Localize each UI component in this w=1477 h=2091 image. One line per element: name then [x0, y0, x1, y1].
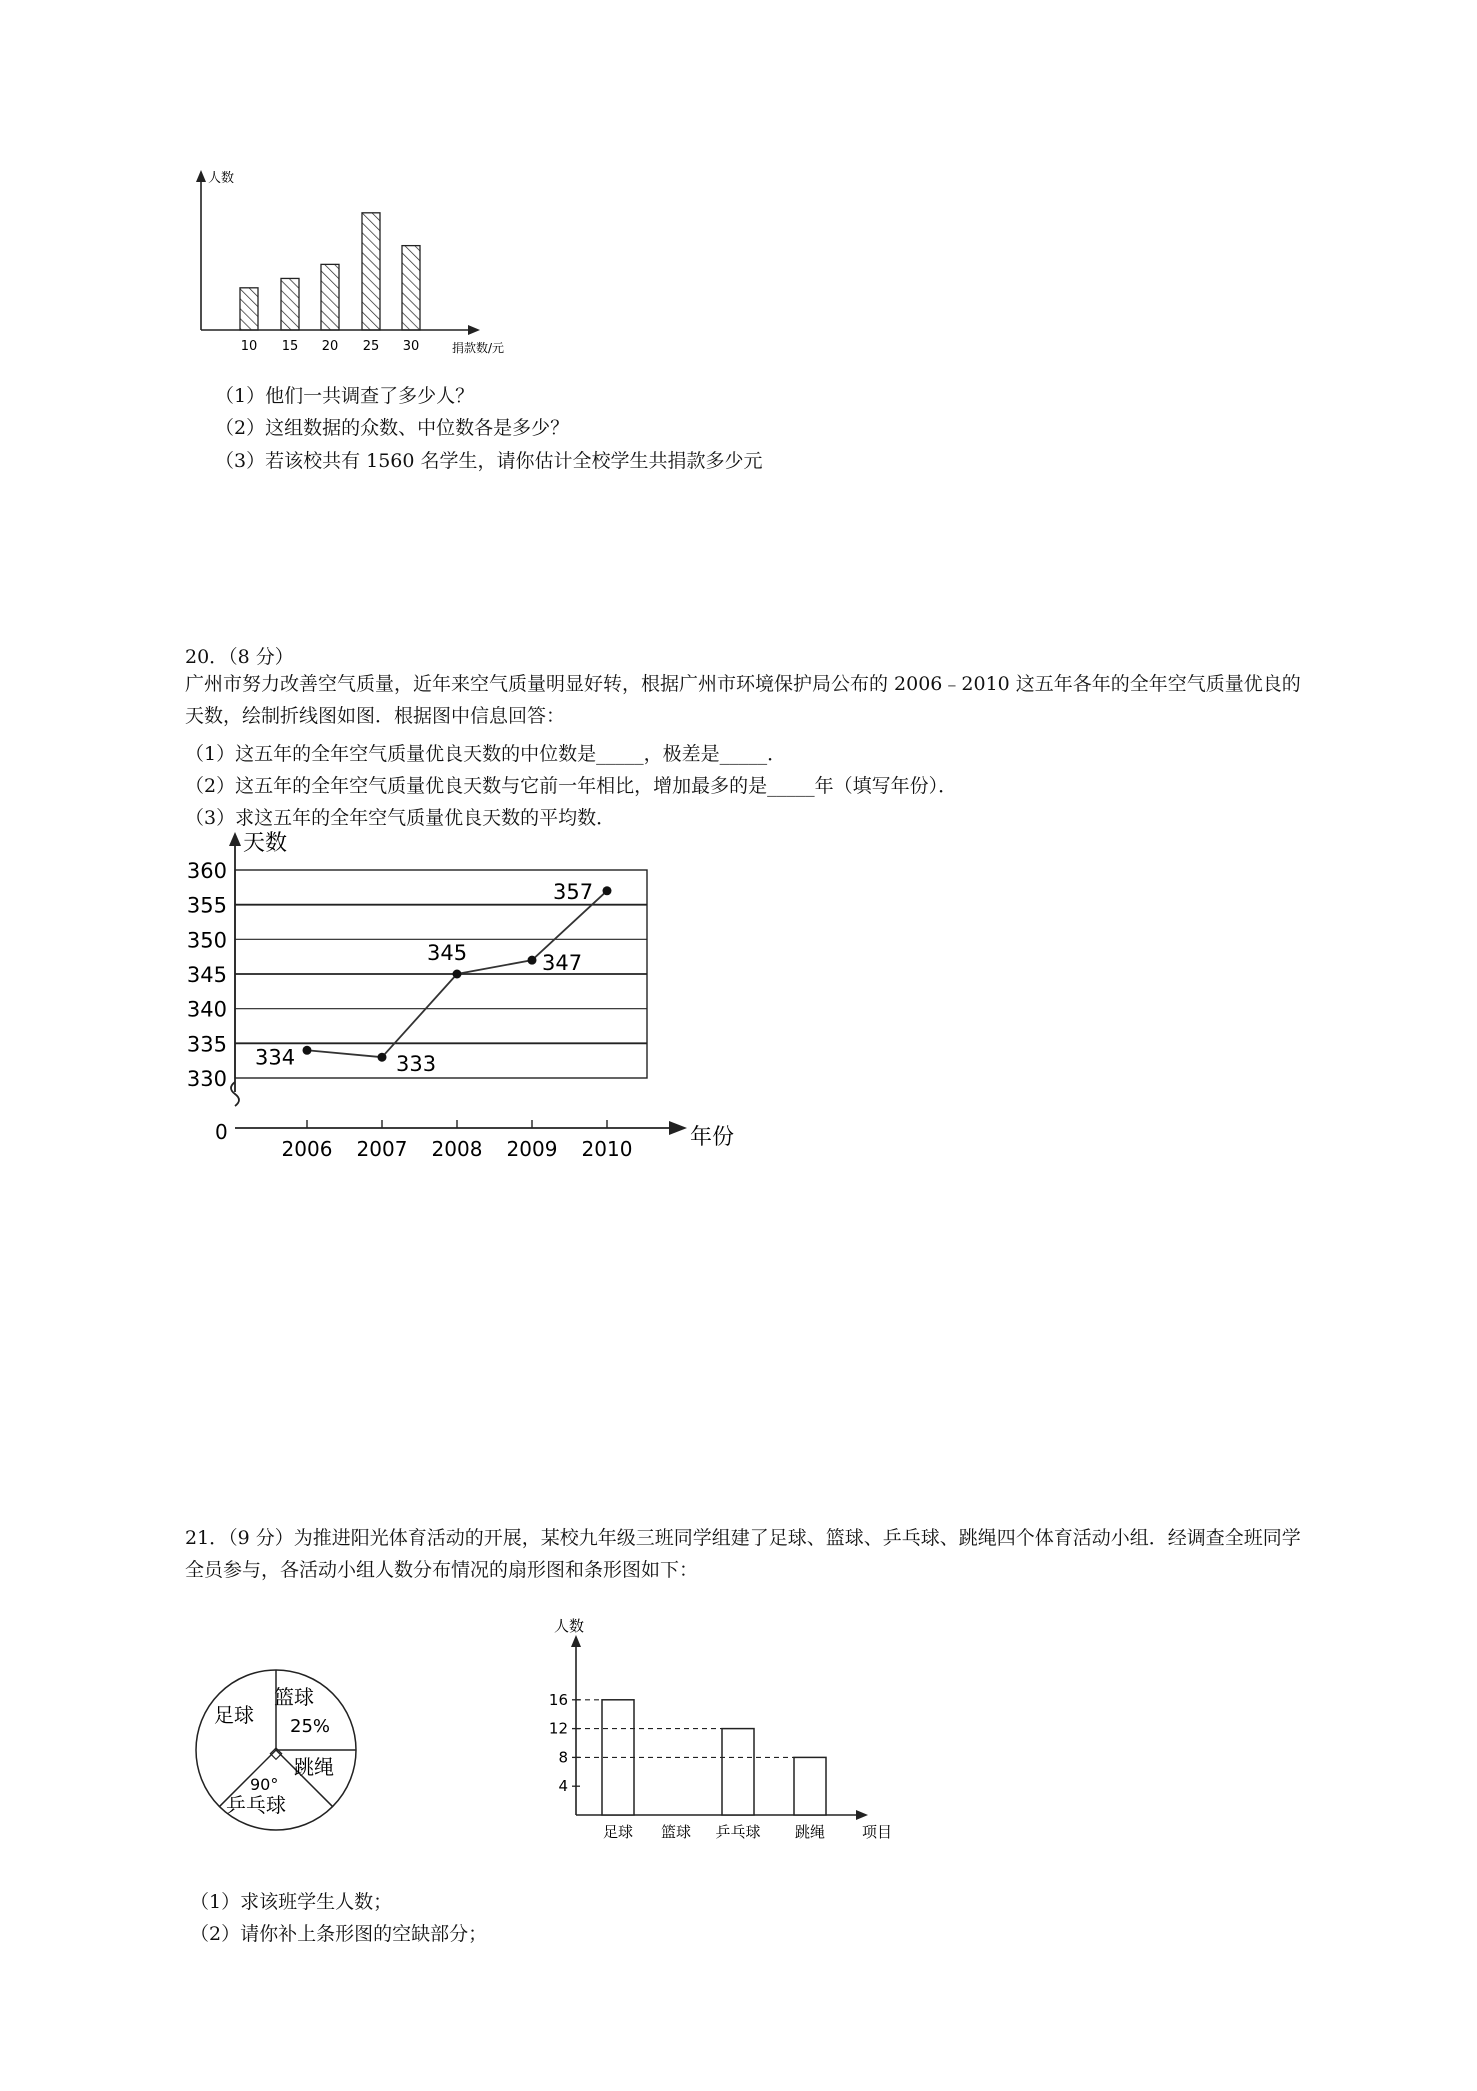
x-axis-arrow [856, 1810, 868, 1820]
slice-label-basketball-percent: 25% [290, 1716, 331, 1737]
x-tick-2006: 2006 [281, 1137, 333, 1161]
donation-bar-chart [180, 160, 540, 360]
x-axis-arrow [468, 325, 480, 335]
y-tick-340: 340 [186, 997, 227, 1022]
y-tick-330: 330 [186, 1067, 227, 1091]
point-2007 [378, 1053, 387, 1062]
q21-question-2: （2）请你补上条形图的空缺部分； [190, 1923, 488, 1945]
y-axis-label: 人数 [208, 171, 235, 186]
x-tick-2007: 2007 [356, 1137, 408, 1161]
data-label-2007: 333 [396, 1052, 437, 1077]
q20-question-3: （3）求这五年的全年空气质量优良天数的平均数． [185, 807, 616, 829]
x-tick-2010: 2010 [581, 1137, 633, 1161]
y-tick-8: 8 [558, 1748, 568, 1767]
y-tick-360: 360 [186, 859, 227, 883]
slice-label-rope: 跳绳 [294, 1755, 334, 1779]
y-axis-arrow [229, 832, 241, 846]
y-tick-355: 355 [186, 893, 227, 918]
point-2009 [528, 956, 537, 965]
q19-question-3: （3）若该校共有 1560 名学生，请你估计全校学生共捐款多少元 [215, 450, 763, 472]
point-2006 [303, 1046, 312, 1055]
data-label-2006: 334 [255, 1045, 296, 1070]
x-tick-2008: 2008 [431, 1137, 483, 1161]
x-axis-label: 年份 [690, 1125, 735, 1150]
q20-question-2: （2）这五年的全年空气质量优良天数与它前一年相比，增加最多的是_____年（填写年份）． [185, 775, 958, 797]
q21-intro: 21．（9 分）为推进阳光体育活动的开展，某校九年级三班同学组建了足球、篮球、乒乓球、跳绳四个体育活动小组．经调查全班同学全员参与，各活动小组人数分布情况的扇形图和条形图如下： [185, 1527, 1301, 1581]
point-2008 [453, 970, 462, 979]
x-tick-10: 10 [240, 339, 258, 354]
x-axis-label: 项目 [862, 1823, 893, 1841]
bar-10 [240, 288, 258, 330]
bar-15 [281, 278, 299, 330]
bar-20 [321, 264, 339, 330]
data-label-2008: 345 [427, 941, 468, 965]
y-axis-label: 人数 [554, 1617, 585, 1635]
bar-乒乓球 [722, 1729, 754, 1815]
origin-label: 0 [215, 1120, 228, 1144]
q21-question-1: （1）求该班学生人数； [190, 1891, 393, 1913]
x-axis-arrow [669, 1121, 687, 1135]
x-tick-跳绳: 跳绳 [794, 1823, 826, 1841]
x-tick-15: 15 [281, 339, 299, 354]
point-2010 [603, 886, 612, 895]
data-label-2010: 357 [553, 879, 594, 904]
y-tick-16: 16 [548, 1690, 568, 1709]
slice-label-pingpong: 乒乓球 [226, 1793, 286, 1817]
x-tick-20: 20 [321, 339, 339, 354]
x-tick-足球: 足球 [602, 1823, 634, 1841]
x-tick-乒乓球: 乒乓球 [715, 1823, 761, 1841]
y-axis-arrow [571, 1635, 581, 1647]
q19-question-2: （2）这组数据的众数、中位数各是多少？ [215, 417, 570, 439]
y-tick-335: 335 [186, 1032, 227, 1057]
y-tick-4: 4 [558, 1777, 568, 1796]
y-axis-label: 天数 [243, 831, 288, 856]
y-tick-345: 345 [186, 963, 227, 987]
bar-30 [402, 246, 420, 330]
activity-bar-chart [540, 1615, 920, 1845]
x-tick-篮球: 篮球 [660, 1823, 692, 1841]
x-axis-label: 捐款数/元 [452, 341, 505, 355]
q20-heading: 20．（8 分） [185, 646, 294, 668]
data-label-2009: 347 [542, 951, 583, 976]
x-tick-25: 25 [362, 339, 380, 354]
slice-label-pingpong-angle: 90° [250, 1775, 279, 1794]
slice-label-basketball: 篮球 [274, 1685, 314, 1709]
air-quality-line-chart [185, 832, 745, 1162]
bar-25 [362, 213, 380, 330]
slice-label-football: 足球 [214, 1703, 254, 1727]
q19-question-1: （1）他们一共调查了多少人？ [215, 385, 475, 407]
x-tick-2009: 2009 [506, 1137, 558, 1161]
q20-intro: 广州市努力改善空气质量，近年来空气质量明显好转，根据广州市环境保护局公布的 2006﹣2010 这五年各年的全年空气质量优良的天数，绘制折线图如图．根据图中信息回答： [185, 673, 1301, 727]
y-tick-12: 12 [548, 1719, 568, 1738]
y-axis-arrow [196, 170, 206, 182]
x-tick-30: 30 [402, 339, 420, 354]
y-tick-350: 350 [186, 928, 227, 953]
activity-pie-chart [190, 1660, 370, 1840]
bar-跳绳 [794, 1757, 826, 1815]
q20-question-1: （1）这五年的全年空气质量优良天数的中位数是_____，极差是_____． [185, 743, 787, 765]
